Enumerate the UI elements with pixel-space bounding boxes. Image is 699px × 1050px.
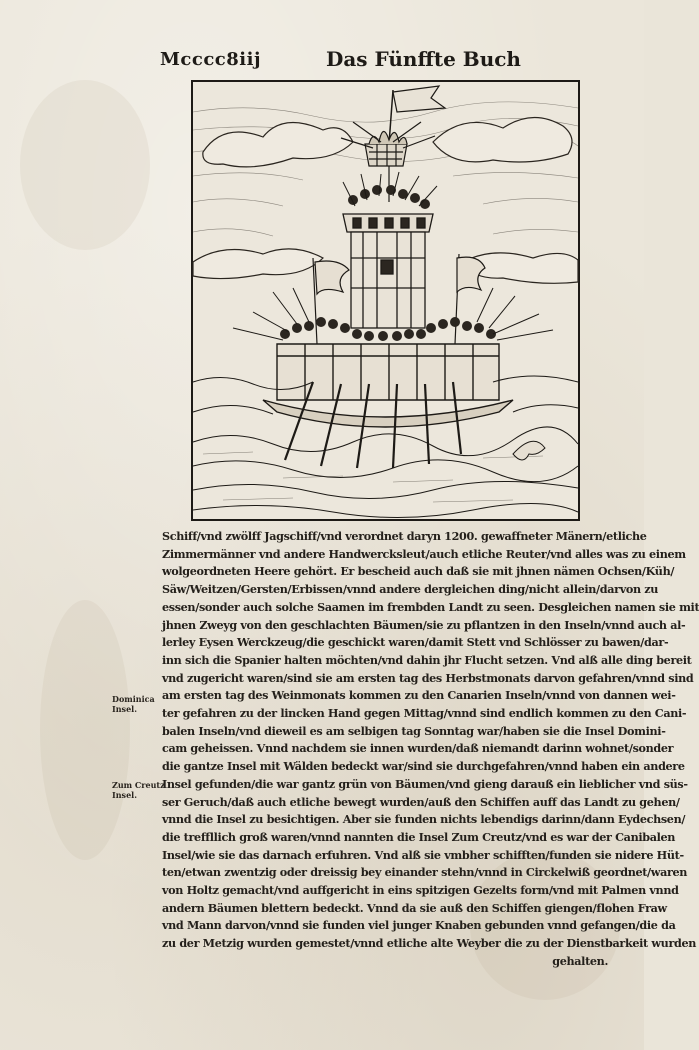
text-line: vnd Mann darvon/vnnd sie funden viel junger Knaben gebunden vnnd gefangen/die da (162, 918, 676, 933)
text-line: die gantze Insel mit Wälden bedeckt war/sind sie durchgefahren/vnnd haben ein andere (162, 759, 685, 774)
woodcut-illustration (191, 80, 580, 521)
margin-note-line: Insel. (112, 704, 137, 714)
text-line: Schiff/vnd zwölff Jagschiff/vnd verordnet daryn 1200. gewaffneter Mänern/etliche (162, 529, 647, 543)
text-line: Insel gefunden/die war gantz grün von Bäumen/vnd gieng darauß ein lieblicher vnd süs- (162, 776, 688, 791)
paper-stain (20, 80, 150, 250)
margin-note-zum-creutz (112, 780, 165, 800)
text-line: lerley Eysen Werckzeug/die geschickt waren/damit Stett vnd Schlösser zu bawen/dar- (162, 635, 669, 650)
text-line: die treffllich groß waren/vnnd nannten die Insel Zum Creutz/vnd es war der Canibalen (162, 829, 676, 844)
text-line: wolgeordneten Heere gehört. Er bescheid auch daß sie mit jhnen nämen Ochsen/Küh/ (162, 564, 675, 579)
text-line: vnd zugericht waren/sind sie am ersten tag des Herbstmonats darvon gefahren/vnnd sind (162, 670, 694, 685)
text-line-final: gehalten. (552, 953, 608, 968)
margin-note-line: Zum Creutz (112, 780, 165, 790)
text-line: balen Inseln/vnd dieweil es am selbigen tag Sonntag war/haben sie die Insel Domini- (162, 723, 666, 738)
text-line: jhnen Zweyg von den geschlachten Bäumen/sie zu pflantzen in den Inseln/vnnd auch al- (162, 617, 686, 632)
text-line: essen/sonder auch solche Saamen im frembden Landt zu seen. Desgleichen namen sie mit (162, 599, 699, 614)
woodcut-siege-tower-ship (193, 82, 578, 519)
text-line: zu der Metzig wurden gemestet/vnnd etliche alte Weyber die zu der Dienstbarkeit wurden (162, 936, 697, 951)
text-line: am ersten tag des Weinmonats kommen zu den Canarien Inseln/vnnd von dannen wei- (162, 688, 676, 703)
running-title: Das Fünffte Buch (326, 47, 521, 71)
text-line: von Holtz gemacht/vnd auffgericht in eins spitzigen Gezelts form/vnd mit Palmen vnnd (162, 883, 679, 898)
text-line: andern Bäumen blettern bedeckt. Vnnd da sie auß den Schiffen giengen/flohen Fraw (162, 900, 667, 915)
text-line: ter gefahren zu der lincken Hand gegen Mittag/vnnd sind endlich kommen zu den Cani- (162, 706, 687, 721)
margin-note-dominica (112, 694, 155, 714)
margin-note-line: Dominica (112, 694, 155, 704)
margin-note-line: Insel. (112, 790, 137, 800)
body-text (162, 528, 699, 971)
text-line: inn sich die Spanier halten möchten/vnd dahin jhr Flucht setzen. Vnd alß alle ding bereit (162, 652, 692, 667)
text-line: cam geheissen. Vnnd nachdem sie innen wurden/daß niemandt darinn wohnet/sonder (162, 741, 674, 756)
text-line: Zimmermänner vnd andere Handwercksleut/auch etliche Reuter/vnd alles was zu einem (162, 546, 686, 561)
text-line: ten/etwan zwentzig oder dreissig bey einander stehn/vnnd in Circkelwiß geordnet/waren (162, 865, 688, 880)
folio-number: Mcccc8iij (160, 49, 261, 70)
text-line: Säw/Weitzen/Gersten/Erbissen/vnnd andere dergleichen ding/nicht allein/darvon zu (162, 582, 659, 597)
text-line: vnnd die Insel zu besichtigen. Aber sie funden nichts lebendigs darinn/dann Eydechsen/ (162, 812, 686, 827)
text-line: ser Geruch/daß auch etliche bewegt wurden/auß den Schiffen auff das Landt zu gehen/ (162, 794, 680, 809)
text-line: Insel/wie sie das darnach erfuhren. Vnd alß sie vmbher schifften/funden sie nidere Hüt- (162, 847, 684, 862)
paper-stain (40, 600, 130, 860)
